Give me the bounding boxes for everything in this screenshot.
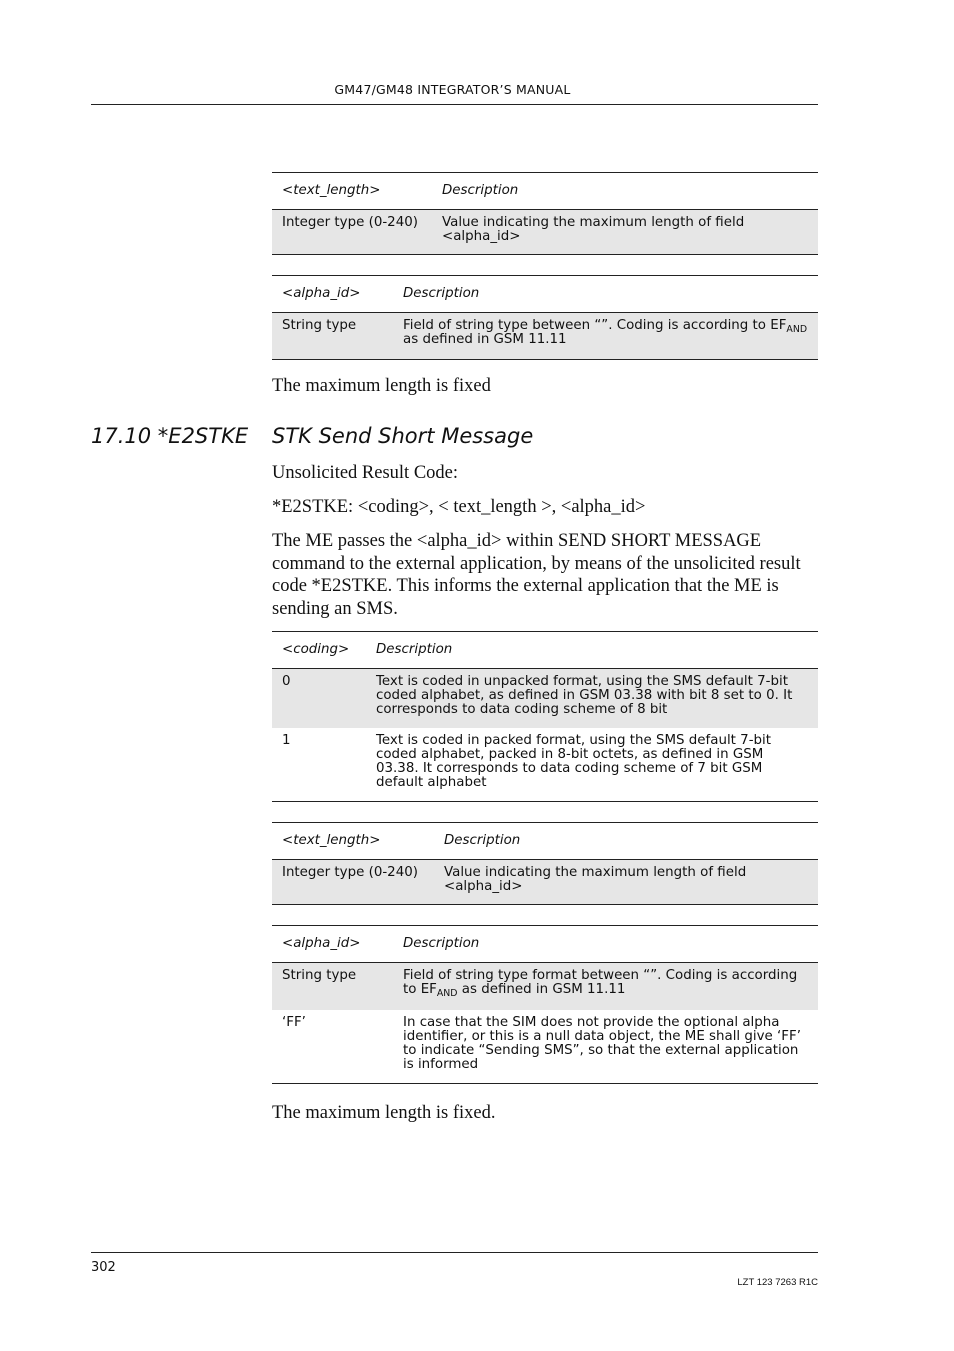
paragraph-unsolicited: Unsolicited Result Code: [272,463,459,483]
table-cell: Value indicating the maximum length of field <alpha_id> [434,860,818,905]
table-row [272,210,818,255]
table-header-row [272,926,818,963]
cell-text: Field of string type between “”. Coding is according to EF [403,318,787,333]
table-row [272,860,818,905]
paragraph-max-length-fixed: The maximum length is fixed. [272,1103,496,1123]
cell-text: Field of string type format between “”. Coding is according to EF [403,968,798,997]
param-table-text-length-1 [272,172,818,255]
subscript-text: AND [436,988,458,999]
table-header-cell: Description [366,632,818,669]
table-cell: String type [272,963,393,1010]
table-header-row [272,276,818,313]
section-title: STK Send Short Message [272,424,534,448]
table-row [272,1010,818,1084]
table-cell: Integer type (0-240) [272,860,434,905]
table-cell: String type [272,313,393,360]
table-cell: ‘FF’ [272,1010,393,1084]
cell-text: as defined in GSM 11.11 [457,982,626,997]
table-cell: 0 [272,669,366,728]
header-title: GM47/GM48 INTEGRATOR’S MANUAL [334,82,571,97]
param-table-text-length-2 [272,822,818,905]
paragraph-max-length: The maximum length is fixed [272,376,491,396]
table-cell: Value indicating the maximum length of field <alpha_id> [432,210,818,255]
running-header [91,82,818,105]
table-header-cell: <coding> [272,632,366,669]
table-header-row [272,632,818,669]
table-header-cell: Description [393,926,818,963]
table-row [272,669,818,728]
table-header-cell: Description [393,276,818,313]
table-cell: In case that the SIM does not provide the optional alpha identifier, or this is a null data object, the ME shall give ‘FF’ to indicate “Sending SMS”, so that the external application is informed [393,1010,818,1084]
section-number: 17.10 *E2STKE [91,424,249,448]
table-cell: Text is coded in packed format, using the SMS default 7-bit coded alphabet, packed in 8-bit octets, as defined in GSM 03.38. It corresponds to data coding scheme of 7 bit GSM default alphabet [366,728,818,802]
table-header-cell: Description [432,173,818,210]
document-id: LZT 123 7263 R1C [737,1277,818,1288]
table-header-row [272,823,818,860]
table-header-cell: <text_length> [272,173,432,210]
table-header-cell: Description [434,823,818,860]
subscript-text: AND [786,324,808,335]
table-header-cell: <alpha_id> [272,926,393,963]
table-header-row [272,173,818,210]
param-table-coding [272,631,818,802]
table-cell: 1 [272,728,366,802]
table-header-cell: <alpha_id> [272,276,393,313]
footer-rule [91,1252,818,1253]
table-cell [393,963,818,1010]
param-table-alpha-id-1 [272,275,818,360]
table-row [272,963,818,1010]
table-cell [393,313,818,360]
table-header-cell: <text_length> [272,823,434,860]
table-row [272,728,818,802]
page-number: 302 [91,1260,116,1275]
param-table-alpha-id-2 [272,925,818,1084]
paragraph-syntax: *E2STKE: <coding>, < text_length >, <alpha_id> [272,497,646,517]
table-cell: Integer type (0-240) [272,210,432,255]
paragraph-description: The ME passes the <alpha_id> within SEND SHORT MESSAGE command to the external application, by means of the unsolicited result code *E2STKE. This informs the external application that the ME is sending an SMS. [272,531,801,619]
table-cell: Text is coded in unpacked format, using the SMS default 7-bit coded alphabet, as defined in GSM 03.38 with bit 8 set to 0. It corresponds to data coding scheme of 8 bit [366,669,818,728]
table-row [272,313,818,360]
cell-text: as defined in GSM 11.11 [403,332,567,347]
